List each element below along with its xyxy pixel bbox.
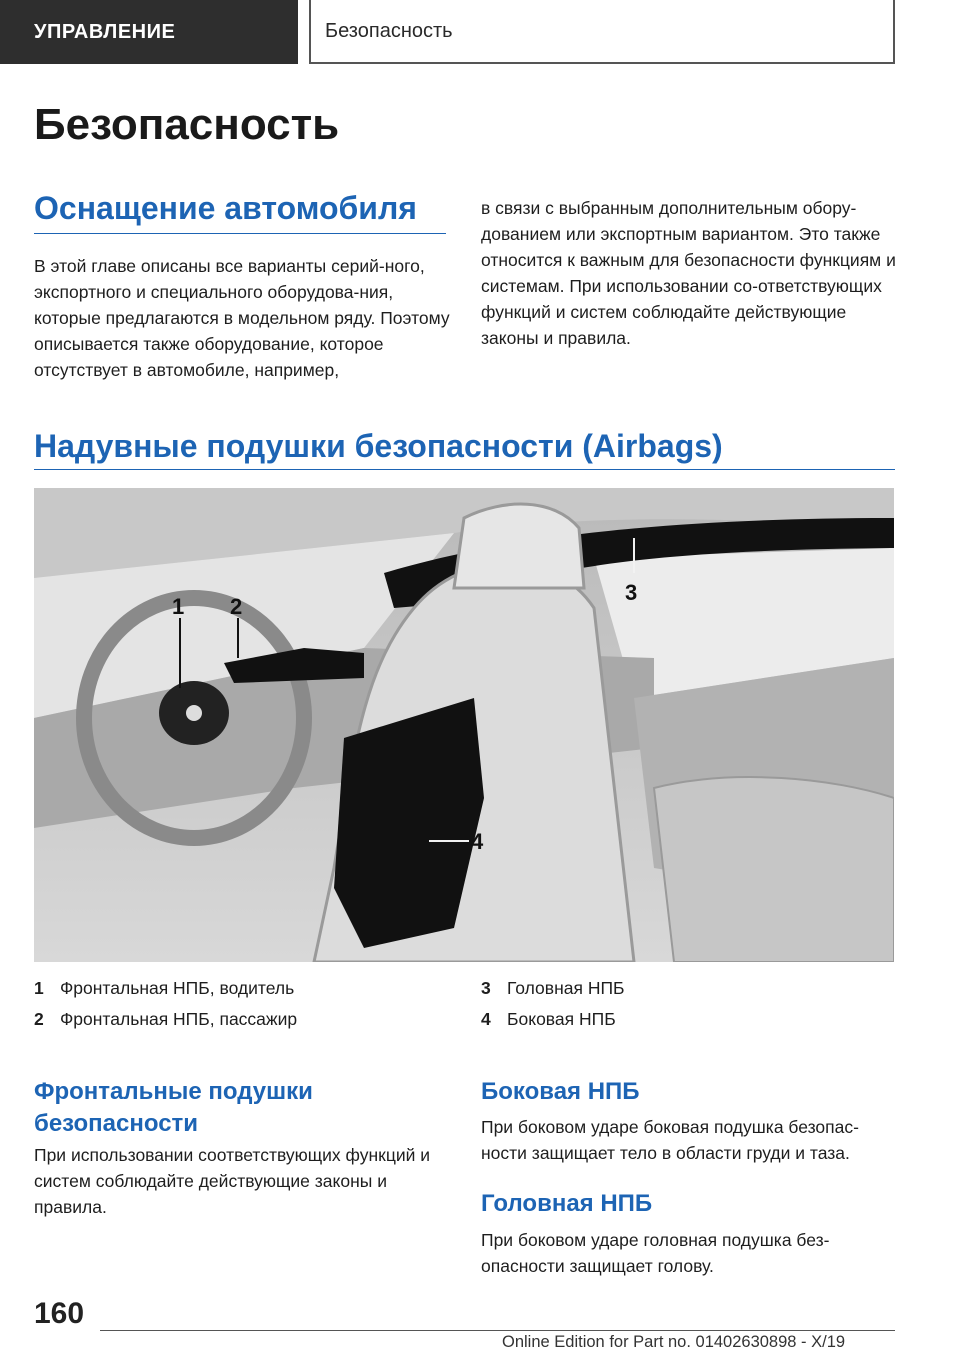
legend-item — [34, 978, 294, 999]
front-airbags-text: При использовании соответствующих функций и систем соблюдайте действующие законы и правила. — [34, 1145, 431, 1217]
legend-text: Фронтальная НПБ, водитель — [60, 978, 295, 998]
equipment-heading-rule — [34, 233, 446, 234]
passenger-seat — [654, 777, 894, 962]
head-airbag-heading: Головная НПБ — [481, 1190, 653, 1217]
side-airbag-heading: Боковая НПБ — [481, 1078, 640, 1105]
headrest — [454, 504, 584, 588]
bmw-logo — [186, 705, 202, 721]
header-subsection — [311, 0, 895, 64]
airbag-illustration — [34, 488, 894, 962]
head-airbag-text: При боковом ударе головная подушка без-опасности защищает голову. — [481, 1230, 830, 1276]
legend-item — [34, 1009, 297, 1030]
front-airbags-heading: Фронтальные подушки безопасности — [34, 1078, 313, 1137]
footer-edition: Online Edition for Part no. 01402630898 - X/19 — [502, 1333, 846, 1351]
legend-text: Фронтальная НПБ, пассажир — [60, 1009, 298, 1029]
car-interior-drawing — [34, 488, 894, 962]
legend-number: 4 — [481, 1009, 491, 1029]
figure-label-2: 2 — [230, 594, 243, 619]
equipment-paragraph-left: В этой главе описаны все варианты серий-ного, экспортного и специального оборудова-ния, которые предлагаются в модельном ряду. Поэтому описывается также оборудование, которое отсутствует в автомобиле, например, — [34, 256, 450, 380]
legend-text: Головная НПБ — [507, 978, 625, 998]
legend-text: Боковая НПБ — [507, 1009, 616, 1029]
side-airbag-text: При боковом ударе боковая подушка безопас-ности защищает тело в области груди и таза. — [481, 1117, 859, 1163]
legend-item — [481, 1009, 616, 1030]
header-section-tab — [0, 0, 298, 64]
figure-label-1: 1 — [172, 594, 185, 619]
airbags-heading: Надувные подушки безопасности (Airbags) — [34, 428, 723, 464]
equipment-heading: Оснащение автомобиля — [34, 190, 417, 226]
figure-label-3: 3 — [625, 580, 638, 605]
legend-item — [481, 978, 625, 999]
equipment-paragraph-right: в связи с выбранным дополнительным обору-дованием или экспортным вариантом. Это также относится к важным для безопасности функциям и системам. При использовании со-ответствующих функций и систем соблюдайте действующие законы и правила. — [481, 198, 896, 348]
legend-number: 2 — [34, 1009, 44, 1029]
page-title: Безопасность — [34, 100, 340, 149]
header-section-label: УПРАВЛЕНИЕ — [34, 20, 176, 43]
airbags-heading-rule — [34, 469, 895, 470]
header-subsection-label: Безопасность — [325, 19, 453, 42]
figure-label-4: 4 — [471, 829, 484, 854]
legend-number: 3 — [481, 978, 491, 998]
page-number: 160 — [34, 1297, 85, 1330]
footer-rule — [100, 1330, 895, 1331]
legend-number: 1 — [34, 978, 44, 998]
